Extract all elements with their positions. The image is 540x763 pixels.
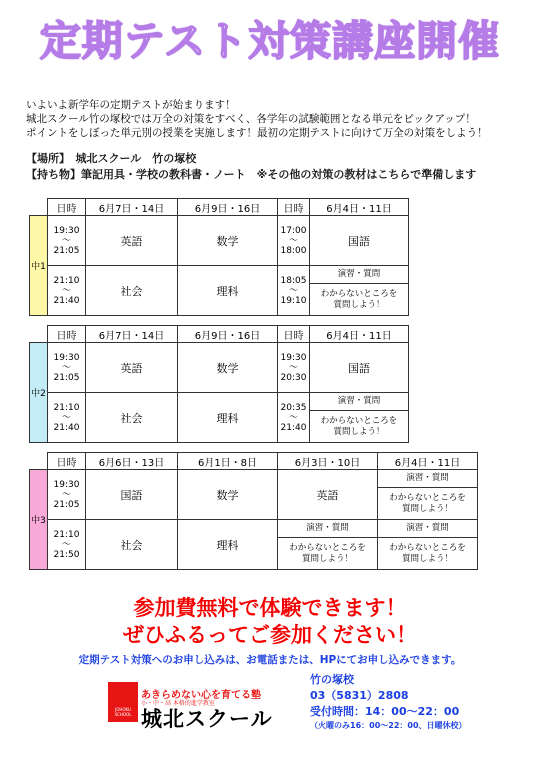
date-header: 6月4日・11日 bbox=[378, 453, 478, 470]
subject-cell: 社会 bbox=[86, 520, 178, 570]
col-header: 日時 bbox=[278, 199, 310, 216]
corner-cell bbox=[30, 453, 48, 470]
corner-cell bbox=[30, 199, 48, 216]
col-header: 日時 bbox=[278, 326, 310, 343]
col-header: 日時 bbox=[48, 326, 86, 343]
logo-slogan: あきらめない心を育てる塾 bbox=[141, 690, 261, 701]
school-name: 竹の塚校 bbox=[310, 673, 354, 686]
question-cell: わからないところを 質問しよう！ bbox=[378, 488, 478, 520]
practice-cell: 演習・質問 bbox=[378, 520, 478, 538]
logo-name: 城北スクール bbox=[141, 707, 273, 731]
subject-cell: 数学 bbox=[178, 343, 278, 393]
subject-cell: 数学 bbox=[178, 470, 278, 520]
subject-cell: 英語 bbox=[86, 343, 178, 393]
time-slot: 21:10 〜 21:50 bbox=[48, 520, 86, 570]
reception-hours: 受付時間：14：00〜22：00 bbox=[310, 705, 460, 718]
practice-cell: 演習・質問 bbox=[310, 266, 409, 284]
subject-cell: 国語 bbox=[310, 216, 409, 266]
date-header: 6月3日・10日 bbox=[278, 453, 378, 470]
time-slot: 19:30 〜 21:05 bbox=[48, 343, 86, 393]
time-slot: 18:05 〜 19:10 bbox=[278, 266, 310, 316]
time-slot: 20:35 〜 21:40 bbox=[278, 393, 310, 443]
grade-label: 中2 bbox=[30, 343, 48, 443]
col-header: 日時 bbox=[48, 199, 86, 216]
place-info: 【場所】 城北スクール 竹の塚校 bbox=[26, 152, 197, 165]
subject-cell: 国語 bbox=[86, 470, 178, 520]
date-header: 6月4日・11日 bbox=[310, 326, 409, 343]
date-header: 6月6日・13日 bbox=[86, 453, 178, 470]
logo-tagline: 小・中・高 本格的進学教室 bbox=[141, 700, 215, 707]
practice-cell: 演習・質問 bbox=[310, 393, 409, 411]
cta-line-2: ぜひふるってご参加ください！ bbox=[123, 623, 417, 647]
info-block bbox=[26, 151, 476, 183]
intro-line: いよいよ新学年の定期テストが始まります！ bbox=[26, 99, 236, 111]
page-title: 定期テスト対策講座開催 bbox=[39, 17, 501, 65]
practice-cell: 演習・質問 bbox=[378, 470, 478, 488]
subject-cell: 社会 bbox=[86, 393, 178, 443]
date-header: 6月4日・11日 bbox=[310, 199, 409, 216]
schedule-grade3 bbox=[29, 452, 478, 570]
intro-line: 城北スクール竹の塚校では万全の対策をすべく、各学年の試験範囲となる単元をピックアップ！ bbox=[26, 113, 476, 125]
date-header: 6月9日・16日 bbox=[178, 326, 278, 343]
question-cell: わからないところを 質問しよう！ bbox=[278, 538, 378, 570]
subject-cell: 数学 bbox=[178, 216, 278, 266]
time-slot: 19:30 〜 20:30 bbox=[278, 343, 310, 393]
apply-text: 定期テスト対策へのお申し込みは、お電話または、HPにてお申し込みできます。 bbox=[78, 654, 462, 666]
intro-text bbox=[26, 98, 488, 140]
time-slot: 19:30 〜 21:05 bbox=[48, 216, 86, 266]
question-cell: わからないところを 質問しよう！ bbox=[310, 284, 409, 316]
date-header: 6月9日・16日 bbox=[178, 199, 278, 216]
intro-line: ポイントをしぼった単元別の授業を実施します！最初の定期テストに向けて万全の対策をしよう！ bbox=[26, 127, 488, 139]
grade-label: 中1 bbox=[30, 216, 48, 316]
subject-cell: 英語 bbox=[278, 470, 378, 520]
subject-cell: 国語 bbox=[310, 343, 409, 393]
time-slot: 21:10 〜 21:40 bbox=[48, 393, 86, 443]
col-header: 日時 bbox=[48, 453, 86, 470]
subject-cell: 理科 bbox=[178, 266, 278, 316]
items-info: 【持ち物】筆記用具・学校の教科書・ノート ※その他の対策の教材はこちらで準備します bbox=[26, 168, 477, 181]
question-cell: わからないところを 質問しよう！ bbox=[310, 411, 409, 443]
contact-block bbox=[310, 672, 467, 732]
schedule-grade2 bbox=[29, 325, 409, 443]
practice-cell: 演習・質問 bbox=[278, 520, 378, 538]
schedule-grade1 bbox=[29, 198, 409, 316]
time-slot: 21:10 〜 21:40 bbox=[48, 266, 86, 316]
hours-note: （火曜のみ16：00〜22：00、日曜休校） bbox=[310, 721, 467, 730]
date-header: 6月7日・14日 bbox=[86, 326, 178, 343]
time-slot: 19:30 〜 21:05 bbox=[48, 470, 86, 520]
subject-cell: 理科 bbox=[178, 393, 278, 443]
phone-number[interactable]: 03（5831）2808 bbox=[310, 689, 409, 702]
date-header: 6月7日・14日 bbox=[86, 199, 178, 216]
logo-sub: JOHOKU SCHOOL bbox=[114, 707, 132, 717]
subject-cell: 英語 bbox=[86, 216, 178, 266]
question-cell: わからないところを 質問しよう！ bbox=[378, 538, 478, 570]
subject-cell: 社会 bbox=[86, 266, 178, 316]
date-header: 6月1日・8日 bbox=[178, 453, 278, 470]
grade-label: 中3 bbox=[30, 470, 48, 570]
subject-cell: 理科 bbox=[178, 520, 278, 570]
cta-line-1: 参加費無料で体験できます！ bbox=[133, 596, 407, 620]
corner-cell bbox=[30, 326, 48, 343]
time-slot: 17:00 〜 18:00 bbox=[278, 216, 310, 266]
